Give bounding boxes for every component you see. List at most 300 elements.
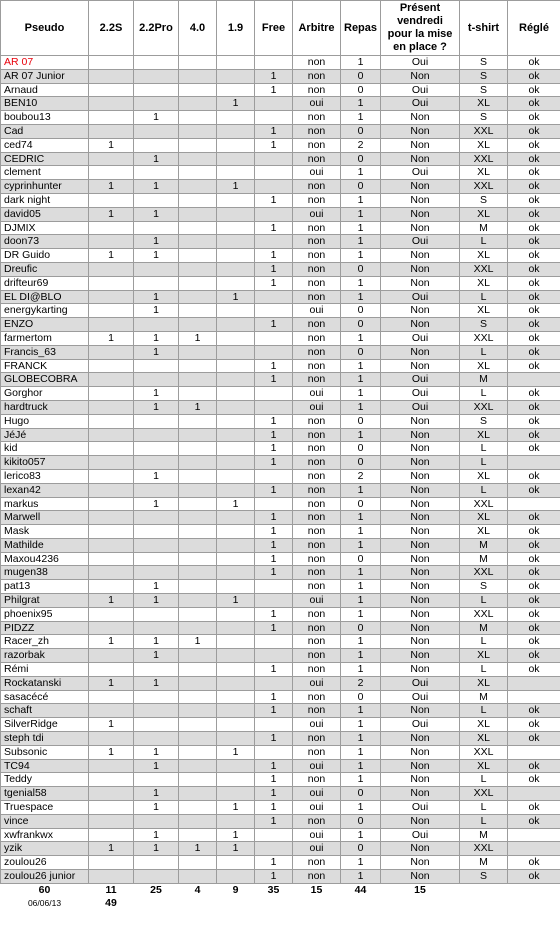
2-2s-cell [89, 359, 134, 373]
4-0-cell [179, 414, 217, 428]
1-9-cell [217, 249, 255, 263]
1-9-cell [217, 400, 255, 414]
table-row [1, 428, 560, 442]
table-row [1, 483, 560, 497]
1-9-cell: 1 [217, 842, 255, 856]
regle-cell: ok [508, 511, 560, 525]
tshirt-cell: L [460, 814, 508, 828]
1-9-cell [217, 207, 255, 221]
free-cell: 1 [255, 69, 293, 83]
pseudo-cell: zoulou26 [1, 856, 89, 870]
1-9-cell [217, 635, 255, 649]
free-cell [255, 497, 293, 511]
present-cell: Non [381, 621, 460, 635]
tshirt-cell: L [460, 456, 508, 470]
table-row [1, 594, 560, 608]
repas-cell: 0 [341, 456, 381, 470]
tshirt-cell: M [460, 856, 508, 870]
repas-cell: 0 [341, 304, 381, 318]
2-2s-cell: 1 [89, 331, 134, 345]
present-cell: Non [381, 538, 460, 552]
repas-cell: 1 [341, 773, 381, 787]
tshirt-cell: S [460, 69, 508, 83]
table-row [1, 704, 560, 718]
2-2pro-cell: 1 [134, 207, 179, 221]
pseudo-cell: mugen38 [1, 566, 89, 580]
arbitre-cell: oui [293, 828, 341, 842]
repas-cell: 1 [341, 607, 381, 621]
pseudo-cell: Dreufic [1, 262, 89, 276]
free-cell: 1 [255, 414, 293, 428]
4-0-cell [179, 249, 217, 263]
2-2s-cell [89, 828, 134, 842]
present-cell: Oui [381, 718, 460, 732]
total-cell: 44 [341, 883, 381, 897]
table-row [1, 373, 560, 387]
regle-cell [508, 373, 560, 387]
2-2pro-cell [134, 138, 179, 152]
table-row [1, 262, 560, 276]
table-row [1, 856, 560, 870]
1-9-cell: 1 [217, 97, 255, 111]
regle-cell: ok [508, 773, 560, 787]
present-cell: Non [381, 249, 460, 263]
arbitre-cell: non [293, 414, 341, 428]
1-9-cell [217, 787, 255, 801]
2-2s-cell [89, 580, 134, 594]
2-2pro-cell: 1 [134, 594, 179, 608]
pseudo-cell: JéJé [1, 428, 89, 442]
free-cell [255, 469, 293, 483]
repas-cell: 1 [341, 207, 381, 221]
1-9-cell [217, 262, 255, 276]
pseudo-cell: Philgrat [1, 594, 89, 608]
repas-cell: 0 [341, 69, 381, 83]
regle-cell: ok [508, 580, 560, 594]
4-0-cell: 1 [179, 842, 217, 856]
present-cell: Non [381, 138, 460, 152]
2-2pro-cell: 1 [134, 469, 179, 483]
free-cell: 1 [255, 525, 293, 539]
free-cell: 1 [255, 124, 293, 138]
regle-cell: ok [508, 469, 560, 483]
4-0-cell [179, 262, 217, 276]
2-2pro-cell: 1 [134, 111, 179, 125]
regle-cell: ok [508, 594, 560, 608]
table-row [1, 138, 560, 152]
present-cell: Non [381, 870, 460, 884]
arbitre-cell: non [293, 69, 341, 83]
regle-cell: ok [508, 621, 560, 635]
2-2s-cell [89, 787, 134, 801]
repas-cell: 0 [341, 262, 381, 276]
present-cell: Oui [381, 331, 460, 345]
4-0-cell [179, 318, 217, 332]
regle-cell: ok [508, 97, 560, 111]
pseudo-cell: drifteur69 [1, 276, 89, 290]
pseudo-cell: phoenix95 [1, 607, 89, 621]
table-row [1, 152, 560, 166]
arbitre-cell: non [293, 249, 341, 263]
pseudo-cell: Truespace [1, 801, 89, 815]
tshirt-cell: XL [460, 207, 508, 221]
present-cell: Non [381, 262, 460, 276]
tshirt-cell: XL [460, 249, 508, 263]
2-2pro-cell: 1 [134, 497, 179, 511]
2-2s-cell [89, 373, 134, 387]
1-9-cell [217, 649, 255, 663]
4-0-cell [179, 442, 217, 456]
present-cell: Oui [381, 801, 460, 815]
2-2pro-cell: 1 [134, 801, 179, 815]
free-cell [255, 842, 293, 856]
present-cell: Non [381, 69, 460, 83]
2-2pro-cell: 1 [134, 649, 179, 663]
table-row [1, 870, 560, 884]
pseudo-cell: lexan42 [1, 483, 89, 497]
repas-cell: 1 [341, 856, 381, 870]
1-9-cell [217, 538, 255, 552]
present-cell: Non [381, 414, 460, 428]
regle-cell: ok [508, 400, 560, 414]
present-cell: Non [381, 759, 460, 773]
4-0-cell [179, 870, 217, 884]
arbitre-cell: non [293, 193, 341, 207]
arbitre-cell: non [293, 331, 341, 345]
repas-cell: 1 [341, 331, 381, 345]
2-2s-cell [89, 607, 134, 621]
present-cell: Non [381, 552, 460, 566]
table-row [1, 787, 560, 801]
2-2s-cell [89, 442, 134, 456]
2-2pro-cell [134, 166, 179, 180]
1-9-cell [217, 331, 255, 345]
header-regle: Réglé [508, 1, 560, 56]
1-9-cell [217, 870, 255, 884]
arbitre-cell: non [293, 607, 341, 621]
pseudo-cell: razorbak [1, 649, 89, 663]
tshirt-cell: M [460, 538, 508, 552]
arbitre-cell: non [293, 262, 341, 276]
arbitre-cell: non [293, 483, 341, 497]
repas-cell: 0 [341, 787, 381, 801]
table-row [1, 649, 560, 663]
2-2pro-cell: 1 [134, 152, 179, 166]
2-2pro-cell [134, 456, 179, 470]
1-9-cell [217, 69, 255, 83]
free-cell: 1 [255, 621, 293, 635]
present-cell: Non [381, 856, 460, 870]
arbitre-cell: non [293, 635, 341, 649]
2-2pro-cell [134, 193, 179, 207]
pseudo-cell: Racer_zh [1, 635, 89, 649]
2-2pro-cell [134, 56, 179, 70]
present-cell: Non [381, 207, 460, 221]
present-cell: Oui [381, 83, 460, 97]
arbitre-cell: non [293, 138, 341, 152]
empty-cell [217, 897, 255, 910]
2-2pro-cell [134, 318, 179, 332]
present-cell: Non [381, 745, 460, 759]
tshirt-cell: S [460, 56, 508, 70]
pseudo-cell: EL DI@BLO [1, 290, 89, 304]
present-cell: Non [381, 428, 460, 442]
table-row [1, 663, 560, 677]
present-cell: Non [381, 607, 460, 621]
regle-cell [508, 456, 560, 470]
4-0-cell [179, 152, 217, 166]
2-2pro-cell [134, 97, 179, 111]
tshirt-cell: XXL [460, 124, 508, 138]
1-9-cell: 1 [217, 828, 255, 842]
regle-cell: ok [508, 414, 560, 428]
tshirt-cell: M [460, 621, 508, 635]
present-cell: Non [381, 359, 460, 373]
1-9-cell [217, 83, 255, 97]
regle-cell: ok [508, 111, 560, 125]
header-tshirt: t-shirt [460, 1, 508, 56]
2-2s-cell [89, 69, 134, 83]
arbitre-cell: non [293, 276, 341, 290]
4-0-cell [179, 497, 217, 511]
header-row [1, 1, 560, 56]
table-row [1, 580, 560, 594]
4-0-cell [179, 525, 217, 539]
tshirt-cell: XL [460, 511, 508, 525]
total-cell: 15 [293, 883, 341, 897]
header-2-2s: 2.2S [89, 1, 134, 56]
tshirt-cell: XL [460, 97, 508, 111]
present-cell: Non [381, 566, 460, 580]
table-row [1, 525, 560, 539]
regle-cell: ok [508, 814, 560, 828]
regle-cell: ok [508, 635, 560, 649]
present-cell: Non [381, 580, 460, 594]
4-0-cell [179, 207, 217, 221]
total-cell: 60 [1, 883, 89, 897]
regle-cell [508, 745, 560, 759]
2-2pro-cell: 1 [134, 235, 179, 249]
arbitre-cell: non [293, 538, 341, 552]
tshirt-cell: XXL [460, 180, 508, 194]
repas-cell: 1 [341, 759, 381, 773]
present-cell: Oui [381, 235, 460, 249]
2-2s-cell [89, 152, 134, 166]
pseudo-cell: Rémi [1, 663, 89, 677]
regle-cell: ok [508, 538, 560, 552]
arbitre-cell: non [293, 649, 341, 663]
2-2pro-cell: 1 [134, 759, 179, 773]
arbitre-cell: non [293, 621, 341, 635]
regle-cell: ok [508, 193, 560, 207]
regle-cell: ok [508, 566, 560, 580]
2-2s-cell [89, 97, 134, 111]
2-2s-cell: 1 [89, 745, 134, 759]
regle-cell: ok [508, 276, 560, 290]
regle-cell [508, 828, 560, 842]
regle-cell: ok [508, 152, 560, 166]
2-2pro-cell: 1 [134, 304, 179, 318]
total-cell: 35 [255, 883, 293, 897]
repas-cell: 1 [341, 249, 381, 263]
repas-cell: 2 [341, 138, 381, 152]
pseudo-cell: ced74 [1, 138, 89, 152]
tshirt-cell: L [460, 483, 508, 497]
table-row [1, 111, 560, 125]
4-0-cell [179, 718, 217, 732]
2-2pro-cell [134, 525, 179, 539]
2-2pro-cell: 1 [134, 676, 179, 690]
repas-cell: 0 [341, 83, 381, 97]
arbitre-cell: non [293, 83, 341, 97]
pseudo-cell: Mathilde [1, 538, 89, 552]
2-2pro-cell: 1 [134, 400, 179, 414]
2-2pro-cell [134, 83, 179, 97]
repas-cell: 2 [341, 676, 381, 690]
2-2pro-cell [134, 732, 179, 746]
2-2pro-cell [134, 69, 179, 83]
table-row [1, 249, 560, 263]
1-9-cell [217, 124, 255, 138]
present-cell: Non [381, 773, 460, 787]
empty-cell [293, 897, 341, 910]
2-2s-cell [89, 525, 134, 539]
tshirt-cell: XL [460, 359, 508, 373]
tshirt-cell: L [460, 345, 508, 359]
repas-cell: 0 [341, 814, 381, 828]
empty-cell [508, 897, 560, 910]
4-0-cell [179, 221, 217, 235]
tshirt-cell: M [460, 221, 508, 235]
2-2pro-cell: 1 [134, 180, 179, 194]
table-row [1, 387, 560, 401]
4-0-cell [179, 607, 217, 621]
repas-cell: 0 [341, 497, 381, 511]
present-cell: Non [381, 456, 460, 470]
free-cell [255, 345, 293, 359]
present-cell: Non [381, 180, 460, 194]
total-cell: 15 [381, 883, 460, 897]
repas-cell: 1 [341, 801, 381, 815]
2-2pro-cell [134, 552, 179, 566]
tshirt-cell: M [460, 373, 508, 387]
present-cell: Non [381, 497, 460, 511]
regle-cell: ok [508, 318, 560, 332]
2-2s-cell [89, 124, 134, 138]
pseudo-cell: pat13 [1, 580, 89, 594]
1-9-cell [217, 152, 255, 166]
regle-cell [508, 842, 560, 856]
arbitre-cell: non [293, 56, 341, 70]
pseudo-cell: ENZO [1, 318, 89, 332]
pseudo-cell: yzik [1, 842, 89, 856]
1-9-cell: 1 [217, 180, 255, 194]
4-0-cell [179, 69, 217, 83]
1-9-cell: 1 [217, 745, 255, 759]
pseudo-cell: dark night [1, 193, 89, 207]
header-present-vendredi: Présent vendredi pour la mise en place ? [381, 1, 460, 56]
2-2pro-cell [134, 373, 179, 387]
2-2pro-cell: 1 [134, 387, 179, 401]
4-0-cell [179, 663, 217, 677]
free-cell [255, 676, 293, 690]
pseudo-cell: farmertom [1, 331, 89, 345]
present-cell: Oui [381, 676, 460, 690]
table-row [1, 345, 560, 359]
arbitre-cell: non [293, 814, 341, 828]
2-2pro-cell [134, 856, 179, 870]
1-9-cell [217, 318, 255, 332]
2-2s-cell [89, 414, 134, 428]
arbitre-cell: non [293, 773, 341, 787]
4-0-cell [179, 483, 217, 497]
pseudo-cell: energykarting [1, 304, 89, 318]
tshirt-cell: L [460, 635, 508, 649]
2-2s-cell: 1 [89, 249, 134, 263]
tshirt-cell: XL [460, 138, 508, 152]
4-0-cell [179, 690, 217, 704]
total-cell [460, 883, 508, 897]
tshirt-cell: XL [460, 276, 508, 290]
table-row [1, 538, 560, 552]
2-2pro-cell [134, 511, 179, 525]
repas-cell: 1 [341, 566, 381, 580]
regle-cell: ok [508, 649, 560, 663]
1-9-cell [217, 276, 255, 290]
repas-cell: 1 [341, 649, 381, 663]
2-2s-cell [89, 276, 134, 290]
repas-cell: 1 [341, 387, 381, 401]
2-2pro-cell: 1 [134, 580, 179, 594]
1-9-cell [217, 814, 255, 828]
free-cell: 1 [255, 773, 293, 787]
1-9-cell [217, 166, 255, 180]
4-0-cell [179, 773, 217, 787]
1-9-cell [217, 621, 255, 635]
repas-cell: 1 [341, 870, 381, 884]
repas-cell: 1 [341, 56, 381, 70]
tshirt-cell: S [460, 414, 508, 428]
free-cell: 1 [255, 262, 293, 276]
2-2s-cell [89, 759, 134, 773]
repas-cell: 1 [341, 538, 381, 552]
arbitre-cell: oui [293, 594, 341, 608]
2-2pro-cell [134, 483, 179, 497]
tshirt-cell: XL [460, 732, 508, 746]
2-2s-cell: 1 [89, 180, 134, 194]
free-cell [255, 97, 293, 111]
free-cell [255, 207, 293, 221]
tshirt-cell: L [460, 235, 508, 249]
4-0-cell [179, 814, 217, 828]
table-row [1, 621, 560, 635]
2-2s-cell [89, 649, 134, 663]
arbitre-cell: non [293, 345, 341, 359]
2-2s-cell [89, 304, 134, 318]
empty-cell [460, 897, 508, 910]
pseudo-cell: david05 [1, 207, 89, 221]
free-cell [255, 235, 293, 249]
table-row [1, 828, 560, 842]
regle-cell: ok [508, 345, 560, 359]
table-row [1, 497, 560, 511]
4-0-cell [179, 621, 217, 635]
2-2s-cell [89, 704, 134, 718]
repas-cell: 1 [341, 525, 381, 539]
tshirt-cell: XL [460, 428, 508, 442]
4-0-cell [179, 83, 217, 97]
4-0-cell [179, 732, 217, 746]
